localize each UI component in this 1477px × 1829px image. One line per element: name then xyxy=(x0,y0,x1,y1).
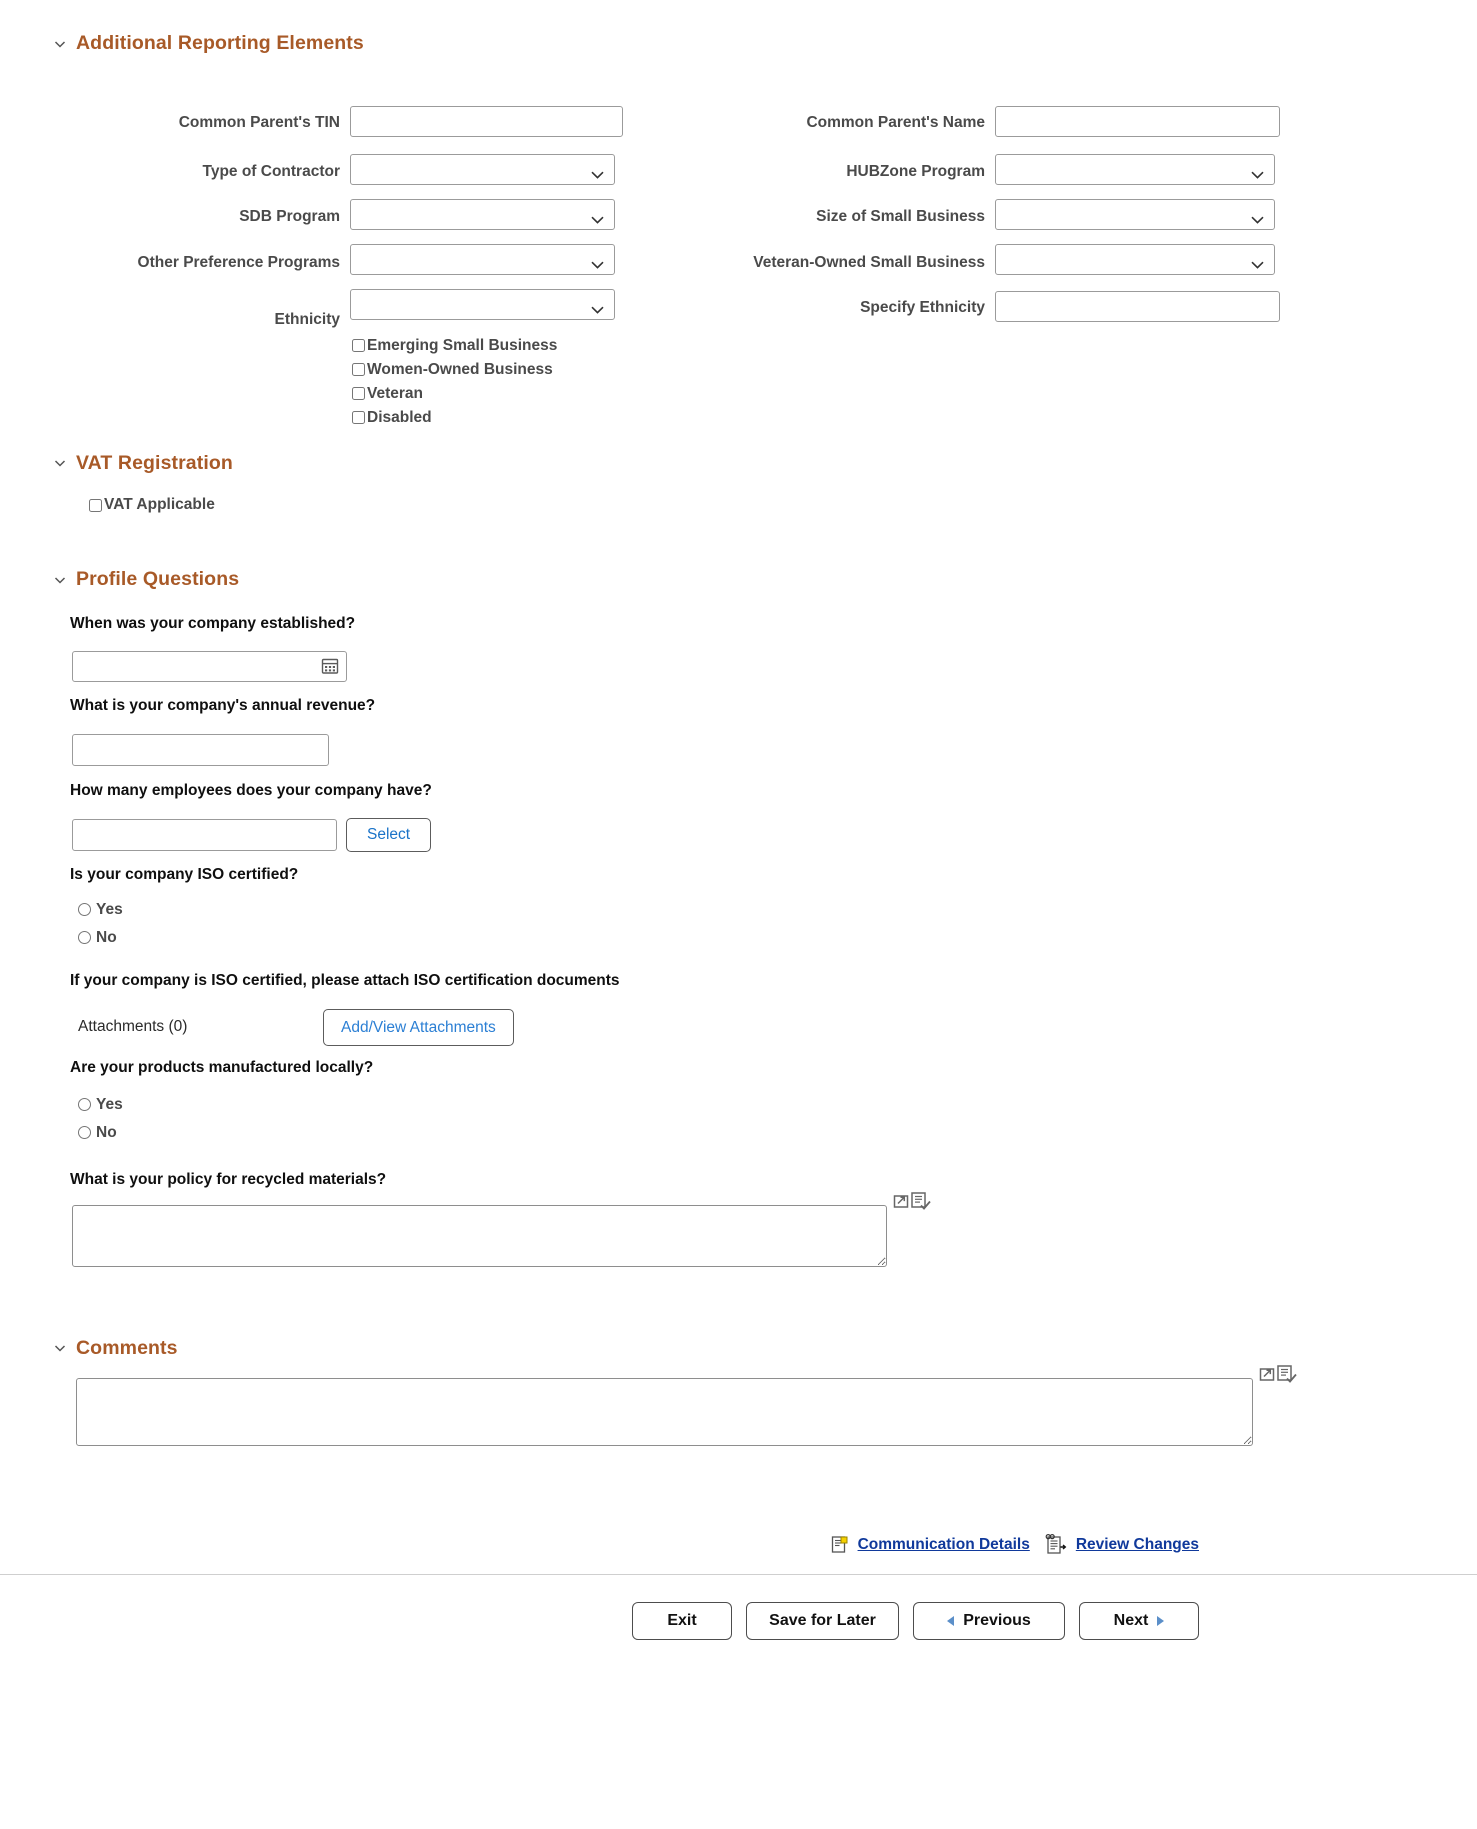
iso-no-radio[interactable] xyxy=(78,931,91,944)
label-other-preference-programs: Other Preference Programs xyxy=(137,253,340,271)
question-employee-count: How many employees does your company have? xyxy=(70,781,432,799)
section-header-vat-registration[interactable] xyxy=(0,451,1477,474)
company-established-date-input[interactable] xyxy=(72,651,347,682)
sdb-program-select-wrap xyxy=(350,199,615,230)
spell-check-icon[interactable] xyxy=(1276,1364,1298,1389)
attachments-count-label: Attachments (0) xyxy=(78,1018,188,1035)
section-header-comments[interactable] xyxy=(0,1336,1477,1359)
additional-reporting-fields xyxy=(0,54,1477,426)
save-for-later-button[interactable]: Save for Later xyxy=(746,1602,899,1640)
recycled-policy-row xyxy=(0,1205,1477,1267)
veteran-checkbox[interactable] xyxy=(352,387,365,400)
size-of-small-business-select-wrap xyxy=(995,199,1275,230)
local-no-radio[interactable] xyxy=(78,1126,91,1139)
communication-details-link[interactable]: Communication Details xyxy=(857,1536,1030,1553)
checkbox-label: Veteran xyxy=(367,384,424,402)
spell-check-icon[interactable] xyxy=(910,1191,932,1216)
radio-label: Yes xyxy=(96,1095,123,1113)
triangle-right-icon xyxy=(1157,1616,1164,1626)
radio-label: Yes xyxy=(96,900,123,918)
section-title: Additional Reporting Elements xyxy=(76,32,364,54)
section-title: Comments xyxy=(76,1336,178,1359)
iso-yes-radio[interactable] xyxy=(78,903,91,916)
employee-count-input[interactable] xyxy=(72,819,337,851)
previous-button-label: Previous xyxy=(963,1612,1031,1629)
annual-revenue-input[interactable] xyxy=(72,734,329,766)
ethnicity-select-wrap xyxy=(350,289,615,320)
women-owned-business-checkbox[interactable] xyxy=(352,363,365,376)
local-yes-radio[interactable] xyxy=(78,1098,91,1111)
comments-icons xyxy=(1259,1364,1298,1389)
radio-label: No xyxy=(96,928,117,946)
radio-label: No xyxy=(96,1123,117,1141)
label-sdb-program: SDB Program xyxy=(239,207,340,225)
specify-ethnicity-input[interactable] xyxy=(995,291,1280,322)
chevron-down-icon[interactable] xyxy=(53,37,67,51)
chevron-down-icon[interactable] xyxy=(53,1341,67,1355)
hubzone-program-select-wrap xyxy=(995,154,1275,185)
label-common-parents-name: Common Parent's Name xyxy=(806,113,985,131)
checkbox-row-veteran[interactable] xyxy=(352,385,423,403)
label-ethnicity: Ethnicity xyxy=(274,310,340,328)
annual-revenue-control xyxy=(0,734,1477,766)
vat-applicable-checkbox[interactable] xyxy=(89,499,102,512)
next-button[interactable] xyxy=(1079,1602,1199,1640)
other-preference-programs-select[interactable] xyxy=(350,244,615,275)
checkbox-row-vat-applicable[interactable] xyxy=(0,496,1477,514)
label-common-parents-tin: Common Parent's TIN xyxy=(178,113,340,131)
question-iso-attachments: If your company is ISO certified, please attach ISO certification documents xyxy=(70,971,620,989)
select-button[interactable]: Select xyxy=(346,818,431,852)
checkbox-row-disabled[interactable] xyxy=(352,409,432,427)
label-type-of-contractor: Type of Contractor xyxy=(202,162,340,180)
emerging-small-business-checkbox[interactable] xyxy=(352,339,365,352)
triangle-left-icon xyxy=(947,1616,954,1626)
attachments-row xyxy=(0,1009,1477,1046)
disabled-checkbox[interactable] xyxy=(352,411,365,424)
checkbox-row-women-owned-business[interactable] xyxy=(352,361,553,379)
section-header-profile-questions[interactable] xyxy=(0,570,1477,590)
checkbox-label: Emerging Small Business xyxy=(367,336,558,354)
chevron-down-icon[interactable] xyxy=(53,456,67,470)
communication-document-icon[interactable] xyxy=(830,1535,850,1555)
recycled-policy-icons xyxy=(893,1191,932,1216)
date-input-wrap xyxy=(72,651,347,682)
chevron-down-icon[interactable] xyxy=(53,573,67,587)
exit-button[interactable]: Exit xyxy=(632,1602,732,1640)
ethnicity-select[interactable] xyxy=(350,289,615,320)
checkbox-label: VAT Applicable xyxy=(104,496,215,513)
footer-links xyxy=(0,1534,1477,1556)
question-recycled-policy: What is your policy for recycled materials? xyxy=(70,1170,387,1188)
radio-row-local-no[interactable] xyxy=(0,1124,1477,1142)
section-title: Profile Questions xyxy=(76,568,240,590)
size-of-small-business-select[interactable] xyxy=(995,199,1275,230)
comments-textarea[interactable] xyxy=(76,1378,1253,1446)
other-preference-programs-select-wrap xyxy=(350,244,615,275)
question-manufactured-locally: Are your products manufactured locally? xyxy=(70,1058,374,1076)
calendar-icon[interactable] xyxy=(321,657,339,675)
common-parents-tin-input[interactable] xyxy=(350,106,623,137)
comments-row xyxy=(0,1378,1477,1446)
footer-button-bar xyxy=(0,1602,1477,1640)
checkbox-label: Women-Owned Business xyxy=(367,360,553,378)
checkbox-label: Disabled xyxy=(367,408,432,426)
veteran-owned-small-business-select[interactable] xyxy=(995,244,1275,275)
previous-button[interactable] xyxy=(913,1602,1065,1640)
label-veteran-owned-small-business: Veteran-Owned Small Business xyxy=(753,253,985,271)
checkbox-row-emerging-small-business[interactable] xyxy=(352,337,557,355)
radio-row-iso-yes[interactable] xyxy=(0,901,1477,919)
veteran-owned-small-business-select-wrap xyxy=(995,244,1275,275)
section-header-additional-reporting-elements[interactable] xyxy=(0,34,1477,54)
employee-count-control xyxy=(0,818,1477,852)
radio-row-local-yes[interactable] xyxy=(0,1096,1477,1114)
question-annual-revenue: What is your company's annual revenue? xyxy=(70,696,376,714)
company-established-control xyxy=(0,651,1477,682)
recycled-policy-textarea[interactable] xyxy=(72,1205,887,1267)
label-hubzone-program: HUBZone Program xyxy=(846,162,985,180)
review-changes-document-icon[interactable] xyxy=(1044,1534,1068,1556)
common-parents-name-input[interactable] xyxy=(995,106,1280,137)
label-specify-ethnicity: Specify Ethnicity xyxy=(860,298,985,316)
question-company-established: When was your company established? xyxy=(70,614,356,632)
question-iso-certified: Is your company ISO certified? xyxy=(70,865,299,883)
review-changes-link[interactable]: Review Changes xyxy=(1075,1536,1199,1553)
type-of-contractor-select-wrap xyxy=(350,154,615,185)
section-title: VAT Registration xyxy=(76,451,233,474)
sdb-program-select[interactable] xyxy=(350,199,615,230)
type-of-contractor-select[interactable] xyxy=(350,154,615,185)
hubzone-program-select[interactable] xyxy=(995,154,1275,185)
next-button-label: Next xyxy=(1113,1612,1149,1629)
radio-row-iso-no[interactable] xyxy=(0,929,1477,947)
label-size-of-small-business: Size of Small Business xyxy=(816,207,985,225)
add-view-attachments-button[interactable]: Add/View Attachments xyxy=(323,1009,514,1046)
